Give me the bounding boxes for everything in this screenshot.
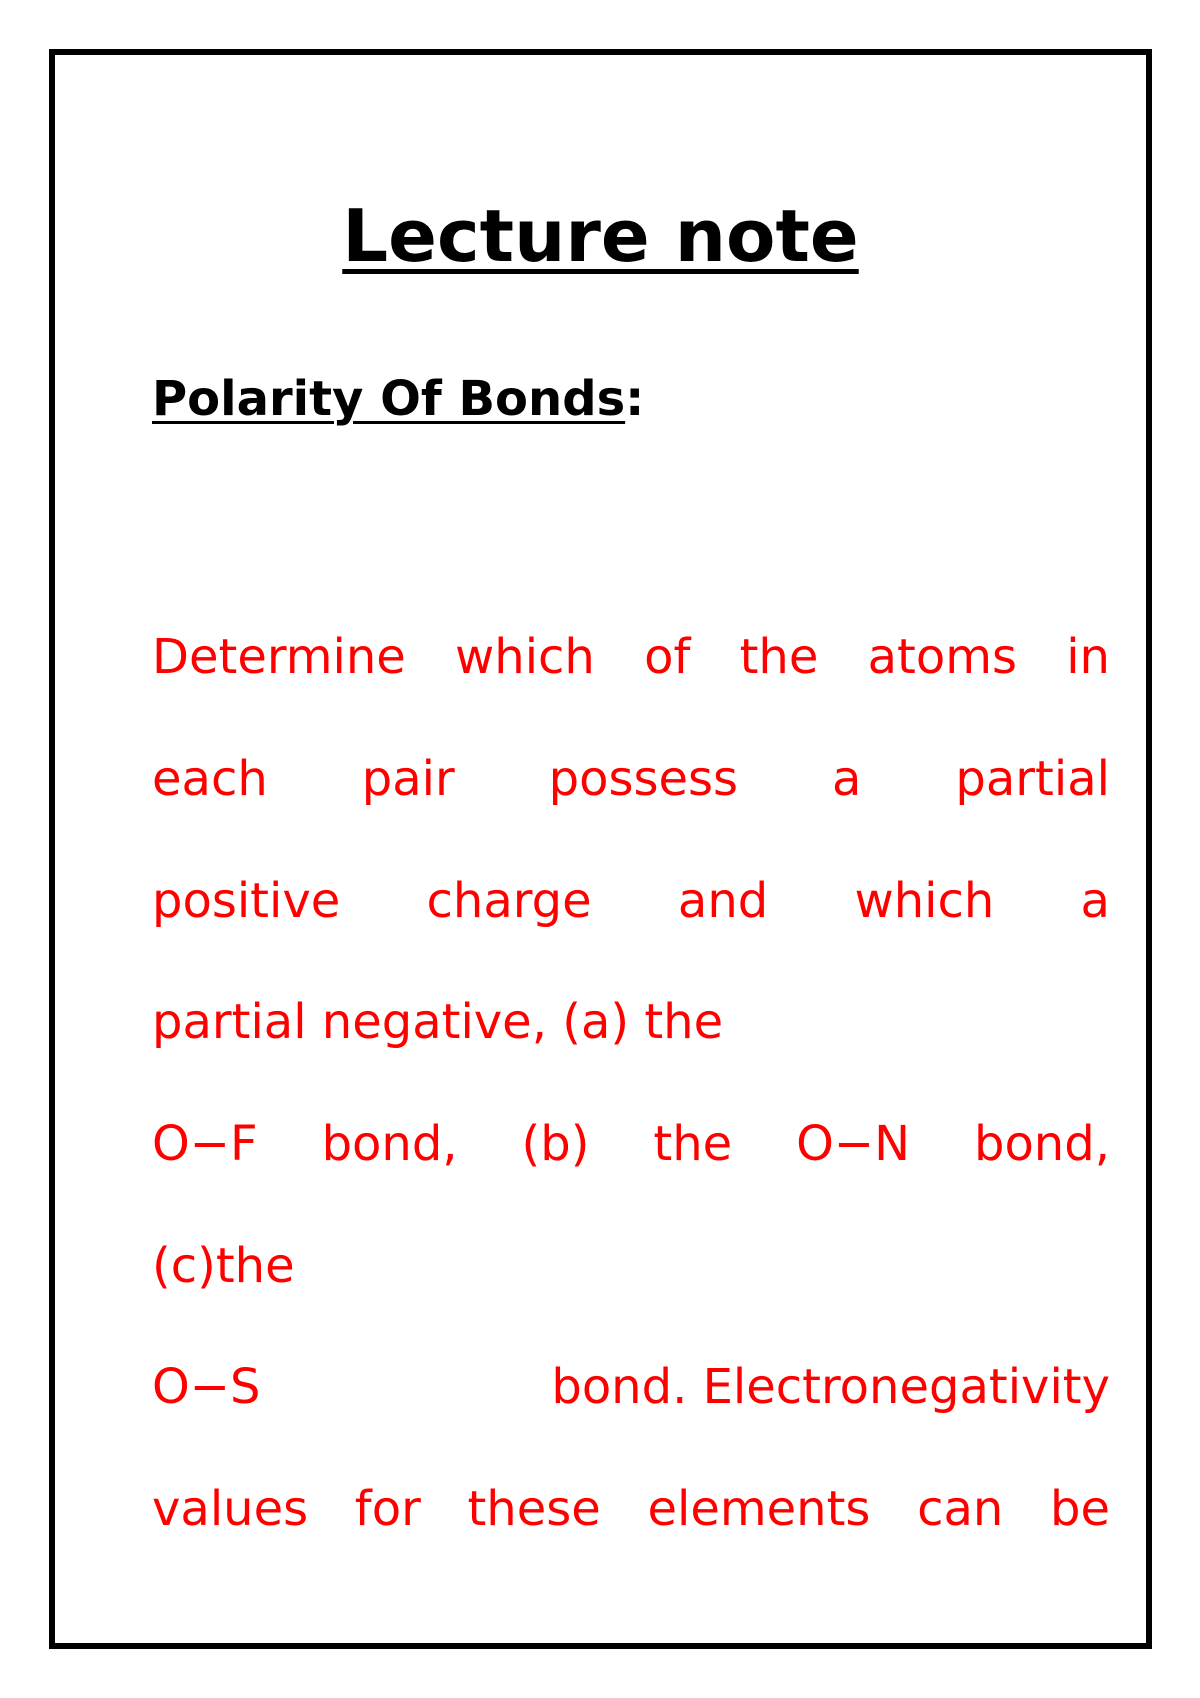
word: can	[917, 1481, 1004, 1537]
word: charge	[426, 873, 592, 929]
section-heading	[152, 371, 645, 427]
word: O−N	[796, 1116, 911, 1172]
word: pair	[361, 751, 455, 807]
word: (b)	[521, 1116, 590, 1172]
word: the	[739, 629, 819, 685]
body-line-7	[152, 1358, 1110, 1416]
body-line-4	[152, 993, 1110, 1051]
word: of	[644, 629, 691, 685]
line-text: (c)the	[152, 1238, 295, 1294]
word: be	[1049, 1481, 1110, 1537]
word: a	[832, 751, 862, 807]
word: each	[152, 751, 268, 807]
word: which	[854, 873, 995, 929]
heading-colon: :	[625, 371, 645, 427]
word: positive	[152, 873, 341, 929]
word: these	[467, 1481, 601, 1537]
word: O−S	[152, 1359, 261, 1415]
document-title	[55, 194, 1146, 278]
body-line-1	[152, 628, 1110, 686]
word: bond. Electronegativity	[551, 1359, 1110, 1415]
word: bond,	[973, 1116, 1110, 1172]
word: which	[455, 629, 595, 685]
word: possess	[548, 751, 739, 807]
word: for	[354, 1481, 421, 1537]
body-line-5	[152, 1115, 1110, 1173]
word: Determine	[152, 629, 406, 685]
word: partial	[955, 751, 1110, 807]
page-border	[49, 49, 1152, 1649]
heading-text: Polarity Of Bonds	[152, 371, 626, 427]
word: atoms	[867, 629, 1017, 685]
word: elements	[647, 1481, 871, 1537]
body-line-6	[152, 1237, 1110, 1295]
word: O−F	[152, 1116, 258, 1172]
title-text: Lecture note	[342, 194, 859, 278]
word: in	[1066, 629, 1110, 685]
body-line-2	[152, 750, 1110, 808]
body-line-8	[152, 1480, 1110, 1538]
body-line-3	[152, 872, 1110, 930]
word: bond,	[321, 1116, 458, 1172]
word: and	[677, 873, 769, 929]
word: a	[1080, 873, 1110, 929]
word: values	[152, 1481, 309, 1537]
line-text: partial negative, (a) the	[152, 994, 724, 1050]
word: the	[653, 1116, 733, 1172]
